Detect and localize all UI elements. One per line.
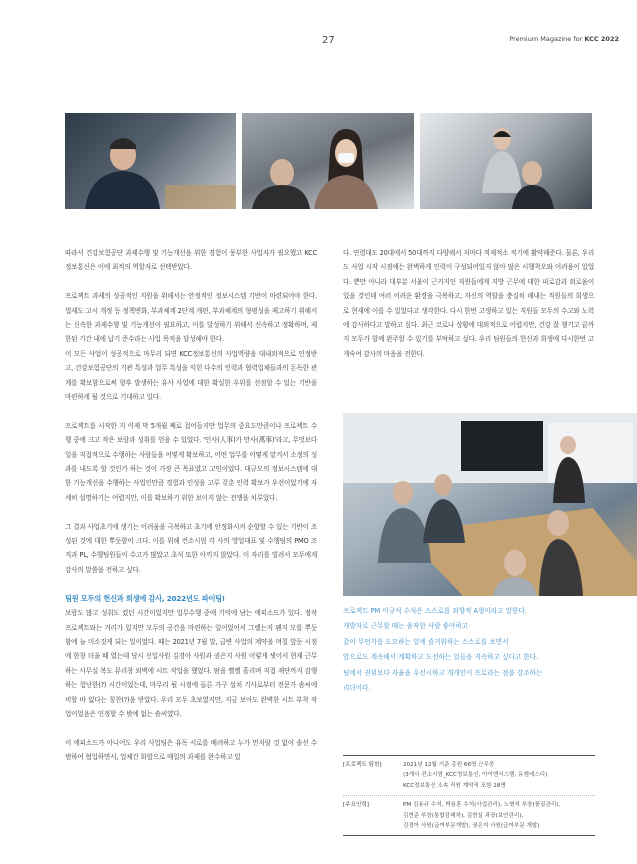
info-label: [프로젝트 팀원] — [343, 762, 382, 768]
left-column — [65, 246, 317, 779]
paragraph: 보람도 많고 성취도 컸던 시간이었지만 업무수행 중에 기억에 남는 에피소드가 있다. 정작 프로젝트와는 거리가 있지만 모두의 공간을 마련하는 일이었어서 그랬는지 왠지 모를 뿌듯함에 늘 미소짓게 되는 일이었다. 때는 2021년 7월 말, 급변 사업의 계약을 며칠 앞둔 시점에 한창 더울 때 였는데 당시 신입사원 김경아 사원과 권은지 사원 이렇게 셋이서 현재 근무하는 사무실 복도 뮤리창 외벽에 시트 작업을 했었다. 땀을 뻘뻘 흘리며 직접 재단까지 감행하는 험난한(?) 시간이었는데, 마무리 될 시점에 들른 가구 설치 기사로부터 전문가 솜씨에 비할 바 없다는 칭찬(?)을 받았다. 우리 모두 초보였지만, 지금 보아도 완벽한 시트 부착 작업이었음은 인정할 수 밖에 없는 솜씨였다. — [65, 609, 317, 718]
caption-line: 프로젝트 PM 이규석 수석은 스스로를 외향적 A형이라고 말한다. — [343, 607, 527, 615]
meeting-photo-3 — [420, 113, 592, 209]
paragraph: 그 결과 사업초기에 생기는 어려움을 극복하고 초기에 안정화시켜 순항할 수 있는 기반이 조성된 것에 대한 뿌듯함이 크다. 이를 위해 컨소시엄 각 사의 영업대표 및 수행팀의 PMO 조직과 PL, 수행팀원들이 수고가 많았고 초석 또한 아끼지 않았다. 이 자리를 빌려서 모두에게 감사의 말씀을 전하고 싶다. — [65, 522, 317, 574]
paragraph: 프로젝트 과제의 성공적인 지원을 위해서는 안정적인 정보시스템 기반이 마련되어야 한다. 법제도 고시 개정 등 정책변화, 부과체계 2단계 개편, 부과체계의 형평성을 제고하기 위해서는 신속한 과제수행 및 기능개선이 필요하고, 이를 달성하기 위해서 신속하고 정확하며, 제한된 기간 내에 납기 준수라는 사업 목적을 달성해야 한다. — [65, 292, 317, 344]
caption-line: 같이 무언가를 도모하는 일에 즐거워하는 스스로를 보면서 — [343, 637, 509, 646]
info-value: PM 김용규 수석, 박용훈 수석(사업관리), 노형석 부장(품질관리), 김현준 부장(통합감래차), 김현실 과장(보안관리), 김경아 사원(급여부문개발), 권은지 사원(급여부문 개발) — [403, 802, 561, 830]
caption-line: 리더이다. — [343, 684, 371, 693]
info-value: 2021년 12월 기준 총원 66명 근무중 (3개사 컨소시엄_KCC정보통신, 아이엔시스템, 유엠에스디) KCC정보통신 소속 직원 계약직 포함 28명 — [403, 762, 548, 789]
meeting-photo-2 — [242, 113, 414, 209]
magazine-title-bold: KCC 2022 — [584, 35, 619, 43]
paragraph: 다. 연령대도 20대에서 50대까지 다양해서 저마다 적재적소 적기에 활약해준다. 물론, 우리도 사업 시작 시점에는 완벽하게 인력이 구성되어있지 않아 많은 시행착오와 어려움이 있었다. 뿐만 아니라 대부분 서울이 근거지인 직원들에게 지방 근무에 대한 피로감과 외로움이 있을 것인데 여러 어려운 환경을 극복하고, 자신의 역할을 충실히 해내는 직원들의 희생으로 현재에 이를 수 있었다고 생각한다. 다시 한번 고생하고 있는 직원들 모두의 수고와 노력에 감사하다고 말하고 싶다. 최근 코로나 상황에 대외적으로 어렵지만, 건강 잘 챙기고 끝까지 모두가 함께 완주할 수 있기를 부탁하고 싶다. 우리 팀원들의 헌신과 희생에 다시한번 고개숙여 감사의 마음을 전한다. — [343, 249, 594, 358]
info-row-members — [343, 795, 595, 831]
page-number: 27 — [322, 35, 335, 46]
magazine-title: Premium Magazine for KCC 2022 — [509, 35, 619, 43]
caption-line: 팀에서 권위보다 자율을 우선시하고 개개인이 프로라는 점을 강조하는 — [343, 668, 543, 677]
right-column — [343, 246, 594, 376]
paragraph: 이 모든 사업이 성공적으로 마무리 되면 KCC정보통신의 사업역량을 대내외적으로 인정받고, 건강보험공단의 기관 특성과 업무 특성을 익힌 다수의 인력과 협력업체들과의 돈독한 관계를 확보함으로써 향후 발생하는 유사 사업에 대한 확실한 우위를 선점할 수 있는 기반을 마련하게 될 것으로 기대하고 있다. — [65, 349, 317, 402]
paragraph: 따라서 건강보험공단 과제수행 및 기능개선을 위한 경험이 풍부한 사업자가 필요했고 KCC정보통신은 이에 최적의 역할자로 선택받았다. — [65, 249, 317, 272]
info-label: [주요인력] — [343, 802, 369, 809]
paragraph: 이 에피소드가 아니어도 우리 사업팀은 유독 서로를 배려하고 누가 먼저랄 것 없이 솔선 수범하여 협업하면서, 업체간 화합으로 매일의 과제를 완수하고 있 — [65, 738, 317, 762]
meeting-photo-1 — [65, 113, 236, 209]
section-subheading: 팀원 모두의 헌신과 희생에 감사, 2022년도 파이팅! — [65, 593, 226, 603]
info-box — [343, 755, 595, 836]
caption-line: 개발자로 근무할 때는 움작한 사람 좋아하고 — [343, 622, 469, 631]
photo-caption — [343, 604, 595, 696]
info-row-team — [343, 760, 595, 791]
caption-line: 앞으로도 계속해서 계획하고 도전하는 일들을 지속하고 싶다고 한다. — [343, 653, 539, 662]
paragraph: 프로젝트를 시작한 지 이제 막 5개월 째로 접어들지만 업무의 중요도만큼이나 프로젝트 수행 중에 크고 작은 보람과 성취를 얻을 수 있었다. '인사(人事)가 만사(萬事)'라고, 무엇보다 일을 직접적으로 수행하는 사람들을 어떻게 확보하고, 어떤 업무를 어떻게 맡겨서 소정의 성과를 내도록 할 것인가 하는 것이 가장 큰 목표였고 고민이었다. 대규모의 정보시스템에 대한 기능개선을 수행하는 사업인만큼 경험과 인성을 고루 갖춘 인력 확보가 우선이었기에 자세히 설명하기는 어렵지만, 이를 확보하기 위한 보이지 않는 전쟁을 치루었다. — [65, 421, 317, 502]
team-photo — [343, 413, 637, 596]
